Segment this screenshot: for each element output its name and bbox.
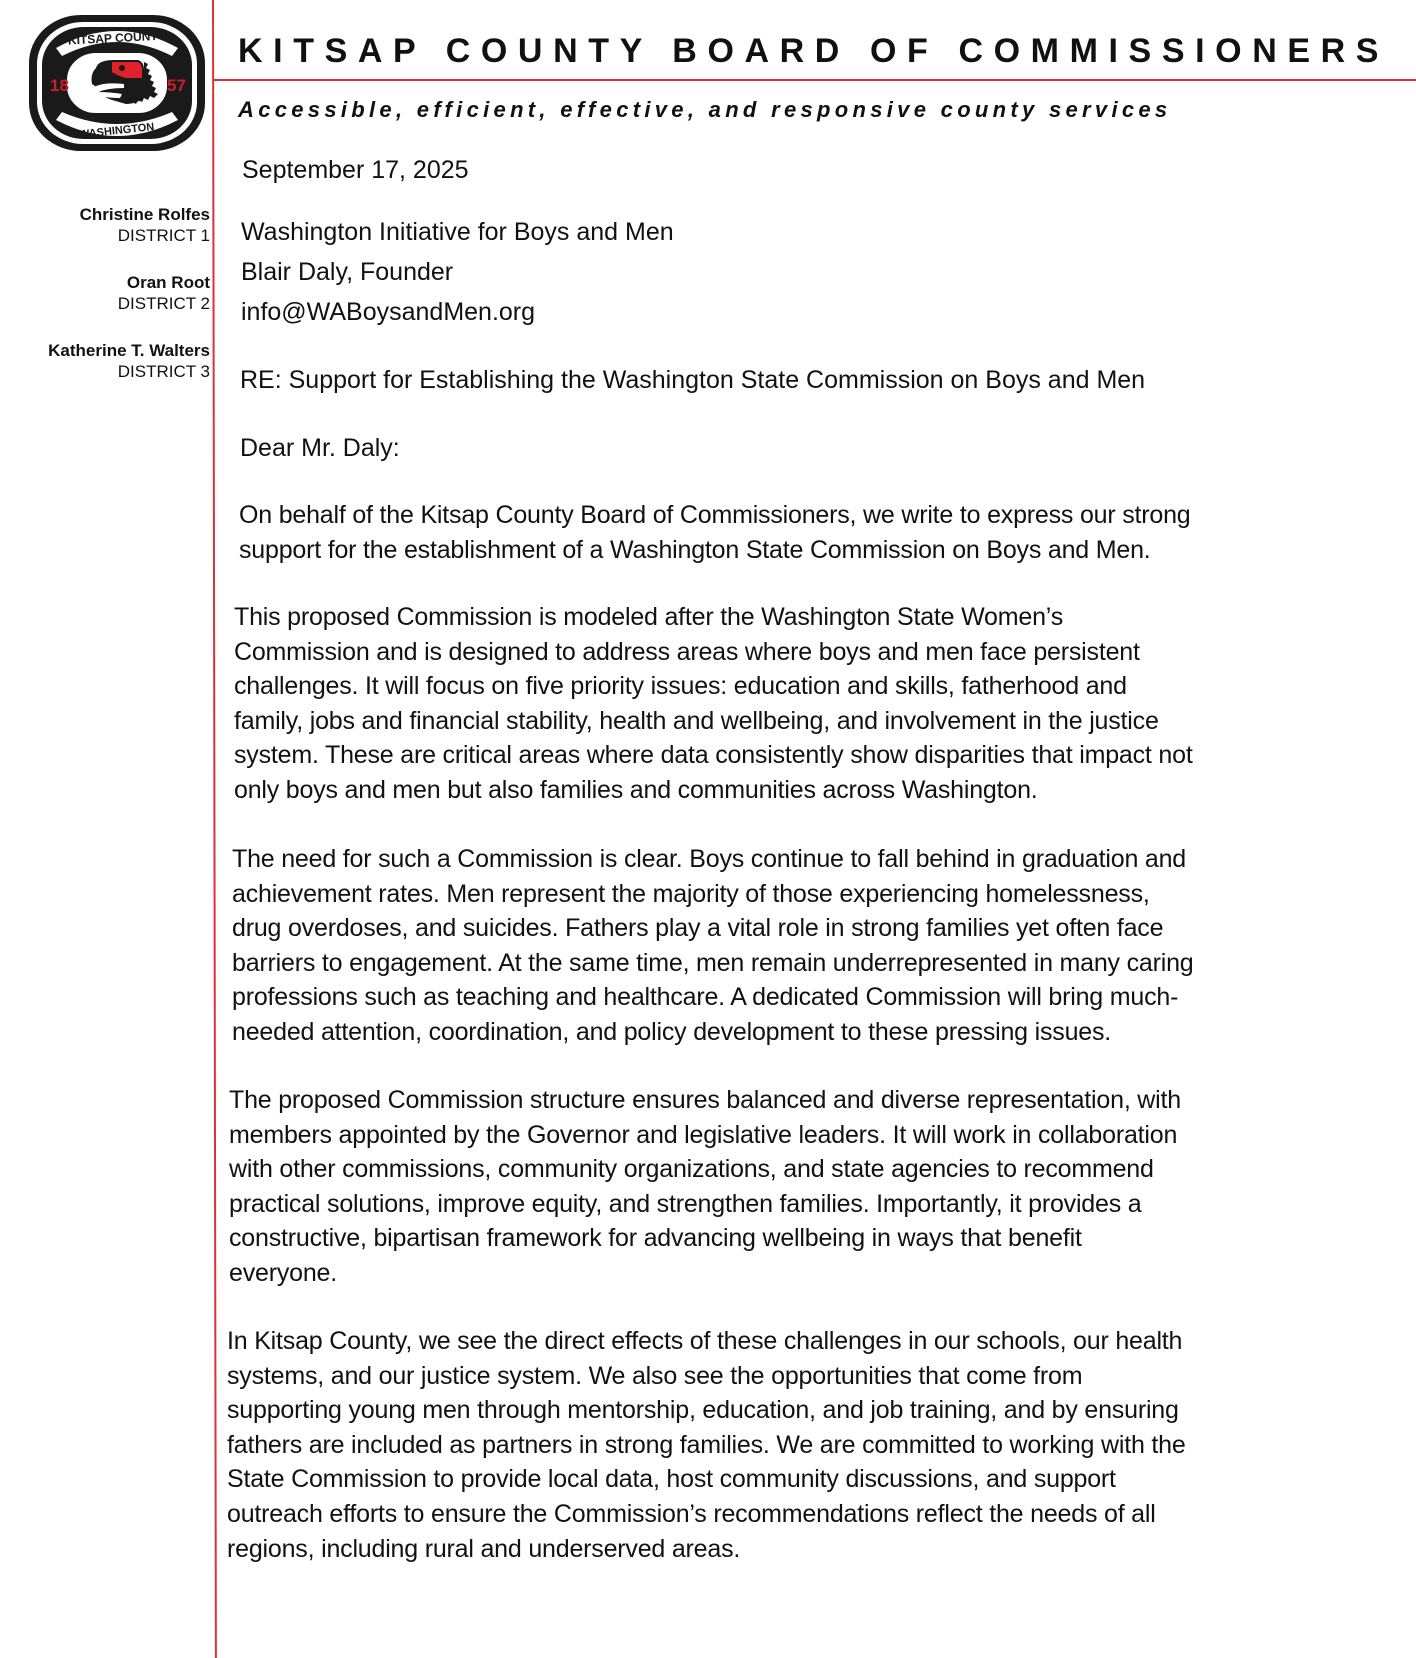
commissioner-district: DISTRICT 3 <box>117 362 210 381</box>
paragraph-line: In Kitsap County, we see the direct effects of these challenges in our schools, our health <box>227 1327 1183 1355</box>
svg-text:18: 18 <box>50 76 69 95</box>
body-paragraph-5 <box>227 1324 1327 1566</box>
paragraph-line: needed attention, coordination, and policy development to these pressing issues. <box>232 1017 1112 1046</box>
recipient-person: Blair Daly, Founder <box>241 258 454 286</box>
body-paragraph-3 <box>232 842 1332 1050</box>
paragraph-line: professions such as teaching and healthcare. A dedicated Commission will bring much- <box>232 983 1179 1012</box>
paragraph-line: This proposed Commission is modeled after the Washington State Women’s <box>234 603 1063 631</box>
paragraph-line: everyone. <box>229 1258 337 1287</box>
paragraph-line: On behalf of the Kitsap County Board of Commissioners, we write to express our strong <box>239 501 1191 529</box>
paragraph-line: The need for such a Commission is clear. Boys continue to fall behind in graduation and <box>232 845 1186 873</box>
paragraph-line: support for the establishment of a Washington State Commission on Boys and Men. <box>239 535 1151 564</box>
paragraph-line: drug overdoses, and suicides. Fathers play a vital role in strong families yet often face <box>232 914 1164 943</box>
svg-text:WASHINGTON: WASHINGTON <box>78 121 155 141</box>
paragraph-line: constructive, bipartisan framework for advancing wellbeing in ways that benefit <box>229 1224 1082 1253</box>
body-paragraph-1 <box>239 498 1339 567</box>
paragraph-line: The proposed Commission structure ensures balanced and diverse representation, with <box>229 1086 1181 1114</box>
paragraph-line: practical solutions, improve equity, and strengthen families. Importantly, it provides a <box>229 1189 1142 1218</box>
vertical-divider-rule <box>212 0 217 1658</box>
commissioner-entry <box>48 204 210 246</box>
paragraph-line: achievement rates. Men represent the majority of those experiencing homelessness, <box>232 879 1150 908</box>
paragraph-line: supporting young men through mentorship, education, and job training, and by ensuring <box>227 1396 1179 1425</box>
body-paragraph-2 <box>234 600 1334 808</box>
commissioner-entry <box>48 272 210 314</box>
masthead-title: KITSAP COUNTY BOARD OF COMMISSIONERS <box>238 32 1390 70</box>
body-paragraph-4 <box>229 1083 1329 1291</box>
paragraph-line: barriers to engagement. At the same time, men remain underrepresented in many caring <box>232 948 1194 977</box>
svg-text:57: 57 <box>167 76 186 95</box>
salutation: Dear Mr. Daly: <box>240 434 400 462</box>
recipient-organization: Washington Initiative for Boys and Men <box>241 218 674 246</box>
paragraph-line: outreach efforts to ensure the Commission’s recommendations reflect the needs of all <box>227 1499 1156 1528</box>
svg-text:KITSAP COUNTY: KITSAP COUNTY <box>67 28 166 48</box>
paragraph-line: Commission and is designed to address areas where boys and men face persistent <box>234 637 1140 666</box>
commissioner-name: Oran Root <box>126 273 210 292</box>
commissioner-district: DISTRICT 2 <box>117 294 210 313</box>
letter-date: September 17, 2025 <box>242 156 469 184</box>
paragraph-line: State Commission to provide local data, host community discussions, and support <box>227 1465 1116 1494</box>
commissioner-name: Katherine T. Walters <box>48 341 210 360</box>
paragraph-line: challenges. It will focus on five priority issues: education and skills, fatherhood and <box>234 672 1127 701</box>
commissioner-name: Christine Rolfes <box>79 205 210 224</box>
paragraph-line: fathers are included as partners in strong families. We are committed to working with the <box>227 1430 1186 1459</box>
paragraph-line: systems, and our justice system. We also see the opportunities that come from <box>227 1361 1083 1390</box>
paragraph-line: system. These are critical areas where data consistently show disparities that impact not <box>234 741 1193 770</box>
commissioner-district: DISTRICT 1 <box>117 226 210 245</box>
paragraph-line: family, jobs and financial stability, health and wellbeing, and involvement in the justice <box>234 706 1159 735</box>
eagle-seal-icon <box>26 12 208 154</box>
masthead-tagline: Accessible, efficient, effective, and responsive county services <box>238 97 1172 122</box>
recipient-email: info@WABoysandMen.org <box>241 298 536 326</box>
paragraph-line: members appointed by the Governor and legislative leaders. It will work in collaboration <box>229 1120 1178 1149</box>
commissioner-entry <box>48 340 210 382</box>
paragraph-line: with other commissions, community organizations, and state agencies to recommend <box>229 1155 1154 1184</box>
subject-line: RE: Support for Establishing the Washington State Commission on Boys and Men <box>240 366 1146 394</box>
paragraph-line: regions, including rural and underserved areas. <box>227 1534 741 1563</box>
paragraph-line: only boys and men but also families and communities across Washington. <box>234 775 1038 804</box>
masthead-underline-rule <box>214 79 1416 81</box>
kitsap-county-seal <box>26 12 208 154</box>
commissioners-list <box>48 204 210 408</box>
recipient-block <box>241 212 674 332</box>
